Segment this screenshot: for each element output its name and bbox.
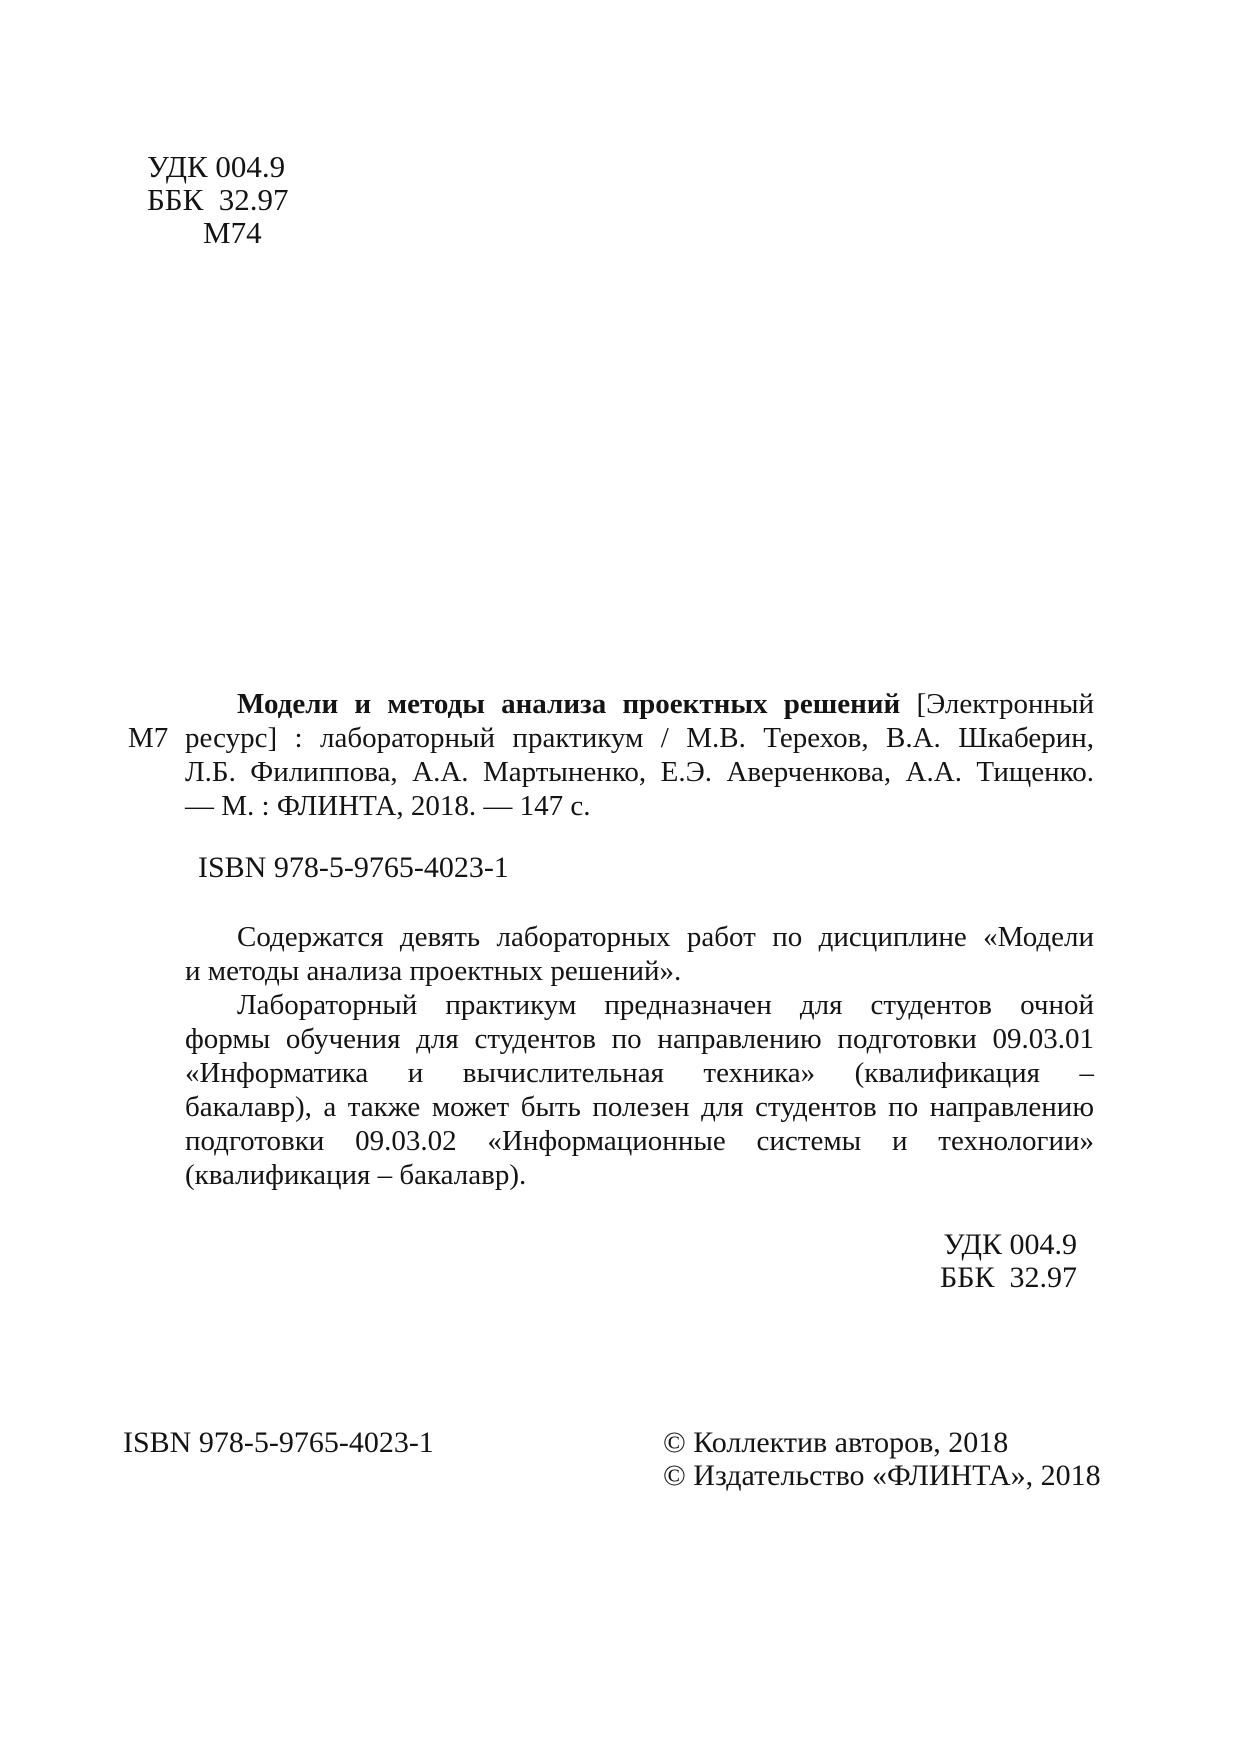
isbn-number: ISBN 978-5-9765-4023-1 xyxy=(198,851,509,884)
udk-code-bottom: УДК 004.9 xyxy=(943,1228,1077,1261)
annotation-line: формы обучения для студентов по направлению подготовки 09.03.01 xyxy=(185,1023,1094,1055)
copyright-block xyxy=(663,1426,1101,1492)
annotation-line: Содержатся девять лабораторных работ по дисциплине «Модели xyxy=(237,921,1094,953)
udk-code-top: УДК 004.9 xyxy=(147,149,286,184)
annotation-line: «Информатика и вычислительная техника» (квалификация – xyxy=(185,1057,1094,1089)
bib-line-3: Л.Б. Филиппова, А.А. Мартыненко, Е.Э. Аверченкова, А.А. Тищенко. xyxy=(185,756,1094,788)
annotation-block xyxy=(185,920,1094,1192)
classification-codes-top xyxy=(147,150,289,249)
bib-line-4: — М. : ФЛИНТА, 2018. — 147 с. xyxy=(185,790,591,822)
book-title: Модели и методы анализа проектных решений xyxy=(237,688,901,720)
author-sign-code: М74 xyxy=(203,215,262,250)
copyright-publisher: © Издательство «ФЛИНТА», 2018 xyxy=(663,1459,1101,1492)
bib-margin-code: М7 xyxy=(128,722,169,754)
bbk-code-top: ББК 32.97 xyxy=(147,182,289,217)
annotation-line: (квалификация – бакалавр). xyxy=(185,1159,527,1191)
bibliographic-record xyxy=(185,687,1094,823)
bib-line-1 xyxy=(185,687,1094,721)
copyright-authors: © Коллектив авторов, 2018 xyxy=(663,1426,1009,1459)
annotation-line: Лабораторный практикум предназначен для студентов очной xyxy=(237,989,1094,1021)
bib-line-1-rest: [Электронный xyxy=(916,688,1094,720)
annotation-line: подготовки 09.03.02 «Информационные системы и технологии» xyxy=(185,1125,1094,1157)
bib-line-2: ресурс] : лабораторный практикум / М.В. Терехов, В.А. Шкаберин, xyxy=(185,722,1094,754)
footer-isbn-number: ISBN 978-5-9765-4023-1 xyxy=(123,1426,434,1459)
classification-codes-bottom xyxy=(940,1228,1077,1294)
annotation-line: и методы анализа проектных решений». xyxy=(185,955,682,987)
annotation-line: бакалавр), а также может быть полезен для студентов по направлению xyxy=(185,1091,1094,1123)
bbk-code-bottom: ББК 32.97 xyxy=(940,1261,1077,1294)
